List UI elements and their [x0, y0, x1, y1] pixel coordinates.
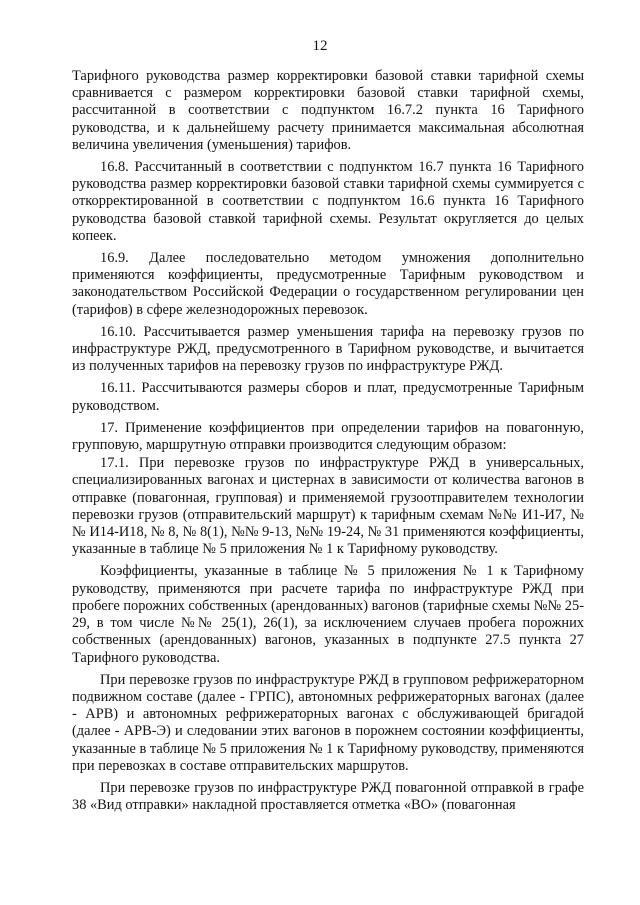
paragraph-refrigerated: При перевозке грузов по инфраструктуре РЖД в групповом рефрижераторном подвижном составе (далее - ГРПС), автономных рефрижераторных вагонах (далее - АРВ) и автономных рефрижераторных вагонах с обслуживающей бригадой (далее - АРВ-Э) и следовании этих вагонов в порожнем состоянии коэффициенты, указанные в таблице № 5 приложения № 1 к Тарифному руководству, применяются при перевозках в составе отправительских маршрутов. [72, 671, 584, 774]
paragraph-16-9: 16.9. Далее последовательно методом умножения дополнительно применяются коэффициенты, предусмотренные Тарифным руководством и законодательством Российской Федерации о государственном регулировании цен (тарифов) в сфере железнодорожных перевозок. [72, 250, 584, 318]
paragraph-wagon-shipment: При перевозке грузов по инфраструктуре РЖД повагонной отправкой в графе 38 «Вид отправки» накладной проставляется отметка «ВО» (повагонная [72, 779, 584, 814]
paragraph-16-11: 16.11. Рассчитываются размеры сборов и плат, предусмотренные Тарифным руководством. [72, 380, 584, 414]
page-number: 12 [312, 38, 328, 54]
paragraph-17-1: 17.1. При перевозке грузов по инфраструктуре РЖД в универсальных, специализированных вагонах и цистернах в зависимости от количества вагонов в отправке (повагонная, групповая) и применяемой грузоотправителем технологии перевозки грузов (отправительский маршрут) к тарифным схемам №№ И1-И7, №№ И14-И18, № 8, № 8(1), №№ 9-13, №№ 19-24, № 31 применяются коэффициенты, указанные в таблице № 5 приложения № 1 к Тарифному руководству. [72, 455, 584, 558]
paragraph-17: 17. Применение коэффициентов при определении тарифов на повагонную, групповую, маршрутную отправки производится следующим образом: [72, 419, 584, 454]
paragraph-16-10: 16.10. Рассчитывается размер уменьшения тарифа на перевозку грузов по инфраструктуре РЖД, предусмотренного в Тарифном руководстве, и вычитается из полученных тарифов на перевозку грузов по инфраструктуре РЖД. [72, 323, 584, 375]
paragraph-coefficients: Коэффициенты, указанные в таблице № 5 приложения № 1 к Тарифному руководству, применяются при расчете тарифа по инфраструктуре РЖД при пробеге порожних собственных (арендованных) вагонов (тарифные схемы №№ 25-29, в том числе №№ 25(1), 26(1), за исключением случаев пробега порожних собственных (арендованных) вагонов, указанных в подпункте 27.5 пункта 27 Тарифного руководства. [72, 563, 584, 666]
paragraph-continuation: Тарифного руководства размер корректировки базовой ставки тарифной схемы сравнивается с размером корректировки базовой ставки тарифной схемы, рассчитанной в соответствии с подпунктом 16.7.2 пункта 16 Тарифного руководства, и к дальнейшему расчету принимается максимальная абсолютная величина увеличения (уменьшения) тарифов. [72, 68, 584, 153]
document-body [72, 68, 584, 819]
paragraph-16-8: 16.8. Рассчитанный в соответствии с подпунктом 16.7 пункта 16 Тарифного руководства размер корректировки базовой ставки тарифной схемы суммируется с откорректированной в соответствии с подпунктом 16.6 пункта 16 Тарифного руководства базовой ставкой тарифной схемы. Результат округляется до целых копеек. [72, 159, 584, 244]
